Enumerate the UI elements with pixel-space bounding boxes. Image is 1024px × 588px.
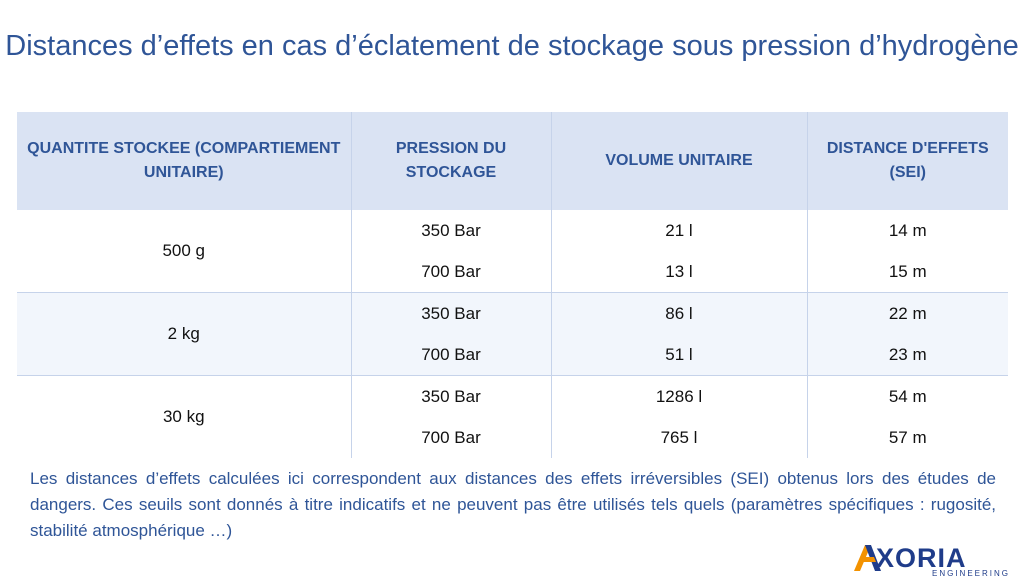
header-pressure: PRESSION DU STOCKAGE bbox=[351, 112, 551, 210]
volume-value: 1286 l bbox=[655, 387, 703, 406]
volume-value: 51 l bbox=[665, 345, 693, 364]
pressure-value: 700 Bar bbox=[421, 428, 481, 447]
volume-cell bbox=[551, 376, 807, 459]
quantity-cell: 500 g bbox=[17, 210, 351, 293]
volume-value: 21 l bbox=[665, 221, 693, 240]
quantity-cell: 2 kg bbox=[17, 293, 351, 376]
distance-value: 14 m bbox=[888, 221, 927, 240]
quantity-cell: 30 kg bbox=[17, 376, 351, 459]
pressure-value: 350 Bar bbox=[421, 387, 481, 406]
distance-value: 57 m bbox=[888, 428, 927, 447]
pressure-cell bbox=[351, 293, 551, 376]
logo-subtitle: ENGINEERING bbox=[932, 569, 1011, 578]
header-volume: VOLUME UNITAIRE bbox=[551, 112, 807, 210]
pressure-value: 700 Bar bbox=[421, 345, 481, 364]
pressure-cell bbox=[351, 376, 551, 459]
effects-distance-table bbox=[17, 112, 1008, 458]
table-row bbox=[17, 210, 1008, 293]
pressure-value: 350 Bar bbox=[421, 221, 481, 240]
volume-value: 765 l bbox=[660, 428, 698, 447]
page-title: Distances d’effets en cas d’éclatement de stockage sous pression d’hydrogène bbox=[5, 30, 1019, 62]
distance-cell bbox=[807, 210, 1008, 293]
header-distance: DISTANCE D'EFFETS (SEI) bbox=[807, 112, 1008, 210]
distance-cell bbox=[807, 376, 1008, 459]
table-row bbox=[17, 293, 1008, 376]
distance-value: 15 m bbox=[888, 262, 927, 281]
volume-cell bbox=[551, 293, 807, 376]
distance-cell bbox=[807, 293, 1008, 376]
pressure-cell bbox=[351, 210, 551, 293]
distance-value: 54 m bbox=[888, 387, 927, 406]
pressure-value: 700 Bar bbox=[421, 262, 481, 281]
distance-value: 23 m bbox=[888, 345, 927, 364]
axoria-logo bbox=[852, 543, 1012, 583]
volume-value: 13 l bbox=[665, 262, 693, 281]
volume-value: 86 l bbox=[665, 304, 693, 323]
footnote-text: Les distances d’effets calculées ici correspondent aux distances des effets irréversibles (SEI) obtenus lors des études de dangers. Ces seuils sont donnés à titre indicatifs et ne peuvent pas être utilisés tels quels (paramètres spécifiques : rugosité, stabilité atmosphérique …) bbox=[30, 469, 996, 540]
table-row bbox=[17, 376, 1008, 459]
distance-value: 22 m bbox=[888, 304, 927, 323]
volume-cell bbox=[551, 210, 807, 293]
pressure-value: 350 Bar bbox=[421, 304, 481, 323]
logo-wordmark: XORIA bbox=[876, 543, 967, 573]
table-header-row bbox=[17, 112, 1008, 210]
header-quantity: QUANTITE STOCKEE (COMPARTIEMENT UNITAIRE) bbox=[17, 112, 351, 210]
